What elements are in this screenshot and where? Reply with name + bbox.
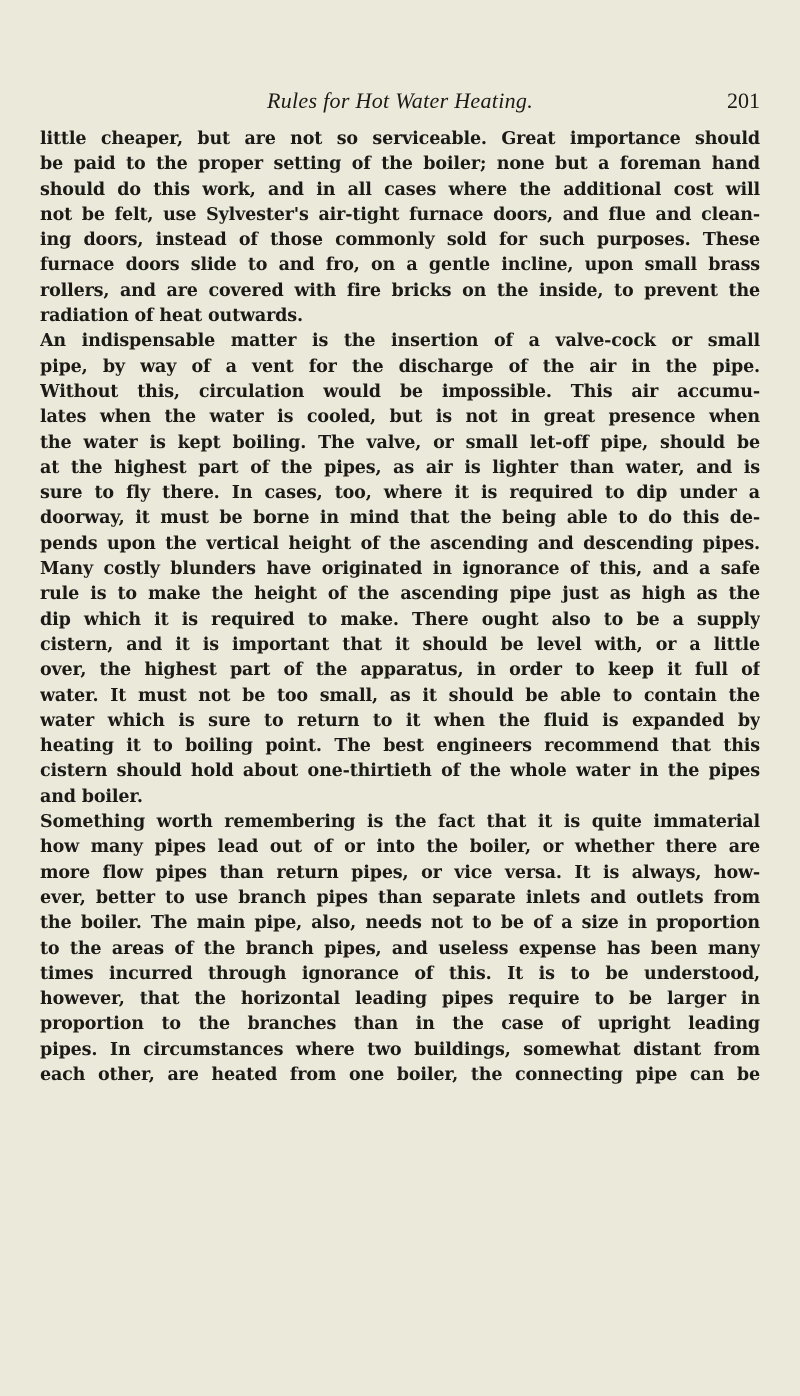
text-line: radiation of heat outwards. [40,306,303,327]
text-line: at the highest part of the pipes, as air is lighter than water, and is [40,457,760,478]
running-title: Rules for Hot Water Heating. [266,88,534,113]
body-text [40,127,760,1088]
text-line: however, that the horizontal leading pipes require to be larger in [40,989,760,1010]
text-line: furnace doors slide to and fro, on a gentle incline, upon small brass [40,255,760,276]
text-line: times incurred through ignorance of this. It is to be understood, [40,963,760,984]
text-line: An indispensable matter is the insertion of a valve-cock or small [40,331,760,352]
text-line: cistern, and it is important that it should be level with, or a little [40,634,760,655]
text-line: to the areas of the branch pipes, and useless expense has been many [40,938,760,959]
text-line: little cheaper, but are not so serviceable. Great importance should [40,129,760,149]
text-line: pipes. In circumstances where two buildings, somewhat distant from [40,1039,760,1060]
text-line: water. It must not be too small, as it should be able to contain the [40,685,760,706]
text-line: more flow pipes than return pipes, or vice versa. It is always, how- [40,862,760,883]
text-line: ever, better to use branch pipes than separate inlets and outlets from [40,887,760,908]
text-line: be paid to the proper setting of the boiler; none but a foreman hand [40,154,760,175]
text-line: cistern should hold about one-thirtieth of the whole water in the pipes [40,761,760,782]
text-line: rollers, and are covered with fire bricks on the inside, to prevent the [40,280,760,301]
text-line: each other, are heated from one boiler, the connecting pipe can be [40,1064,760,1085]
text-line: pends upon the vertical height of the ascending and descending pipes. [40,533,760,554]
page-number: 201 [727,88,760,113]
text-line: sure to fly there. In cases, too, where it is required to dip under a [40,483,760,504]
text-line: how many pipes lead out of or into the boiler, or whether there are [40,837,760,858]
text-line: dip which it is required to make. There ought also to be a supply [40,609,760,630]
text-line: pipe, by way of a vent for the discharge of the air in the pipe. [40,356,760,377]
text-line: lates when the water is cooled, but is not in great presence when [40,407,760,428]
text-line: ing doors, instead of those commonly sold for such purposes. These [40,230,760,251]
text-line: should do this work, and in all cases where the additional cost will [40,179,760,200]
text-line: and boiler. [40,786,143,807]
text-line: Without this, circulation would be impossible. This air accumu- [40,381,760,402]
text-line: water which is sure to return to it when the fluid is expanded by [40,710,760,731]
text-line: the water is kept boiling. The valve, or small let-off pipe, should be [40,432,760,453]
text-line: over, the highest part of the apparatus, in order to keep it full of [40,660,760,681]
text-line: the boiler. The main pipe, also, needs not to be of a size in proportion [40,913,760,934]
text-line: Many costly blunders have originated in ignorance of this, and a safe [40,559,760,580]
text-line: Something worth remembering is the fact that it is quite immaterial [40,812,760,833]
text-line: not be felt, use Sylvester's air-tight furnace doors, and flue and clean- [40,204,760,225]
text-line: doorway, it must be borne in mind that the being able to do this de- [40,508,760,529]
running-head [40,86,760,116]
text-line: proportion to the branches than in the case of upright leading [40,1014,760,1035]
text-line: heating it to boiling point. The best engineers recommend that this [40,736,760,757]
text-line: rule is to make the height of the ascending pipe just as high as the [40,584,760,605]
